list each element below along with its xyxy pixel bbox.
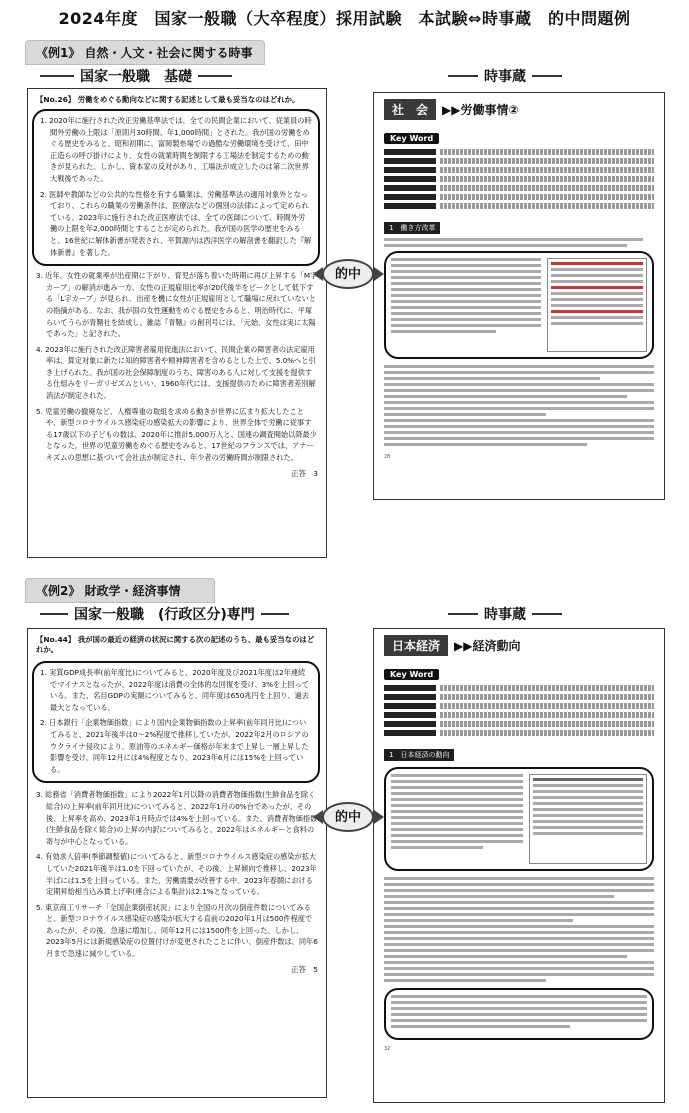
example1-choice-5: 5. 児童労働の撤廃など、人権尊重の取組を求める動きが世界に広まり拡大したことや、新型コロナウイルス感染症の感染拡大の影響により、世界全体で労働に従事する17歳以下の子どもの数は、2020年に推計5,000万人と、国連の調査開始以降最少となった。世界の児童労働をめぐる歴史をみると、17世紀のフランスでは、アナーキズムの思想に基づいて会社法が制定され、年少者の労働時間が制限された。 <box>36 406 317 463</box>
example1-choice-4: 4. 2023年に施行された改正障害者雇用促進法において、民間企業の障害者の法定雇用率は、算定対象に新たに知的障害者や精神障害者を含めるとした上で、5.0%へと引き上げられた。我が国の社会保障制度のうち、障害のある人に対して支援を提供する仕組みをリーガリゼズムといい、1960年代には、支援提供のために障害者差別解消法が制定された。 <box>36 344 316 401</box>
example1-left-heading <box>40 66 232 86</box>
example2-left-heading-text: 国家一般職 (行政区分)専門 <box>74 607 255 623</box>
page-title: 2024年度 国家一般職（大卒程度）採用試験 本試験⇔時事蔵 的中問題例 <box>58 9 631 28</box>
example1-banner: 社 会 <box>384 99 436 120</box>
example1-question-panel <box>27 88 327 558</box>
example1-page-number: 28 <box>384 454 391 460</box>
example1-textbook-highlight <box>384 251 654 359</box>
example2-page-number: 32 <box>384 1046 391 1052</box>
example1-right-heading <box>448 66 562 86</box>
example2-textbook-highlight-bottom <box>384 988 654 1040</box>
example1-hit-badge: 的中 <box>322 259 374 289</box>
example1-left-heading-text: 国家一般職 基礎 <box>80 69 192 85</box>
example1-choice-1: 1. 2020年に施行された改正労働基準法では、全ての民間企業において、従業員の時間外労働の上限は「原則月30時間、年1,000時間」とされた。我が国の労働をめぐる歴史をみると、昭和初期に、富岡製糸場での過酷な労働環境を受けて、田中正造らの呼び掛けにより、女性の就業時間を制限する工場法を制定するための動きが見られた。しかし、資本家の反対があり、工場法が成立したのは第二次世界大戦後であった。 <box>40 116 312 183</box>
example2-question-panel <box>27 628 327 1098</box>
example2-answer: 正答 5 <box>291 964 318 974</box>
example1-keyword-label: Key Word <box>384 133 439 144</box>
example1-choice-3: 3. 近年、女性の就業率が出産期に下がり、育児が落ち着いた時期に再び上昇する「M字カーブ」の解消が進み一方、女性の正規雇用比率が20代後半をピークとして低下する「L字カーブ」が見られ、出産を機に女性が正規雇用として職場に戻れていないとの指摘がある。なお、我が国の女性運動をめぐる歴史をみると、明治時代に、平塚らいてうらが青鞜社を結成し、雑誌『青鞜』の創刊号には、「元始、女性は実に太陽であった」と記された。 <box>36 271 318 339</box>
example1-right-arrow <box>374 267 384 281</box>
example2-tab: 《例2》 財政学・経済事情 <box>25 578 215 603</box>
example1-section-heading: 1 働き方改革 <box>384 222 440 234</box>
example2-textbook-page <box>373 628 665 1103</box>
example2-right-heading <box>448 604 562 624</box>
example2-section-heading: 1 日本経済の動向 <box>384 749 454 761</box>
example2-right-arrow <box>374 810 384 824</box>
example2-choice-3: 3. 総務省「消費者物価指数」により2022年1月以降の消費者物価指数(生鮮食品を除く総合)の上昇率(前年同月比)についてみると、2022年1月の0%台であったが、その後、上昇率を高め、2023年1月時点では4%を上回っている。また、消費者物価指数(生鮮食品を除く総合)の上昇の内訳についてみると、2022年はエネルギーと食料の寄与が中心となっている。 <box>36 790 318 846</box>
example2-banner: 日本経済 <box>384 635 448 656</box>
example1-keyword-table <box>384 149 654 209</box>
example2-choice-4: 4. 有効求人倍率(季節調整値)についてみると、新型コロナウイルス感染症の感染が拡大していた2021年後半は1.0を下回っていたが、その後、上昇傾向で推移し、2023年半ばには1.5を上回っている。また、労働需要が改善する中、2023年春闘における定期昇給相当込み賃上げ率(連合による集計)は2.1%となっている。 <box>36 852 317 897</box>
example2-data-table <box>529 774 647 864</box>
example2-left-heading <box>40 604 289 624</box>
example2-choice-5: 5. 東京商工リサーチ「全国企業倒産状況」により全国の月次の倒産件数についてみると、新型コロナウイルス感染症の感染が拡大する直前の2020年1月は500件程度であったが、その後、急速に増加し、同年12月には1500件を上回った。しかし、2023年5月には新規感染症の位置付けが変更されたことに伴い、倒産件数は、同年6月まで急速に減少している。 <box>36 902 318 959</box>
example1-answer: 正答 3 <box>291 468 318 478</box>
example1-choice-2: 2. 医師や教師などの公共的な性格を有する職業は、労働基準法の適用対象外となっており、これらの職業の労働条件は、医療法などの個別の法律によって定められている。2023年に施行された改正医療法では、全ての医師について、時間外労働の上限を年2,000時間とすることが定められた。我が国の医学の歴史をみると、16世紀に解体新書が発表され、平賀源内は西洋医学の解剖書を翻訳した『解体新書』を著した。 <box>40 189 312 257</box>
example2-textbook-highlight <box>384 767 654 871</box>
example1-tab: 《例1》 自然・人文・社会に関する時事 <box>25 40 265 65</box>
example2-hit-badge: 的中 <box>322 802 374 832</box>
example1-banner-sub: ▶▶労働事情② <box>442 103 519 117</box>
example2-keyword-label: Key Word <box>384 669 439 680</box>
example1-highlight-box <box>32 109 320 266</box>
example2-keyword-table <box>384 685 654 736</box>
example2-highlight-box <box>32 661 320 783</box>
example2-choice-2: 2. 日本銀行「企業物価指数」により国内企業物価指数の上昇率(前年同月比)についてみると、2021年後半は0～2%程度で推移していたが、2022年2月のロシアのウクライナ侵攻により、原油等のエネルギー価格が年末まで上昇し一層上昇した影響を受け、同年12月には4%程度となり、2023年6月には15%を上回っている。 <box>40 718 309 774</box>
example2-question-header: 【No.44】 我が国の最近の経済の状況に関する次の記述のうち、最も妥当なのはどれか。 <box>36 635 315 654</box>
example1-question-header: 【No.26】 労働をめぐる動向などに関する記述として最も妥当なのはどれか。 <box>36 95 300 104</box>
example2-right-heading-text: 時事蔵 <box>484 607 526 623</box>
example2-choice-1: 1. 実質GDP成長率(前年度比)についてみると、2020年度及び2021年度は2年連続でマイナスとなったが、2022年度は消費の全体的な回復を受け、3%を上回っている。また、名目GDPの実額についてみると、同年度は650兆円を上回り、過去最大となっている。 <box>40 668 310 712</box>
example2-banner-sub: ▶▶経済動向 <box>454 639 521 653</box>
example1-side-figure <box>547 258 647 352</box>
example1-textbook-page <box>373 92 665 500</box>
example1-right-heading-text: 時事蔵 <box>484 69 526 85</box>
